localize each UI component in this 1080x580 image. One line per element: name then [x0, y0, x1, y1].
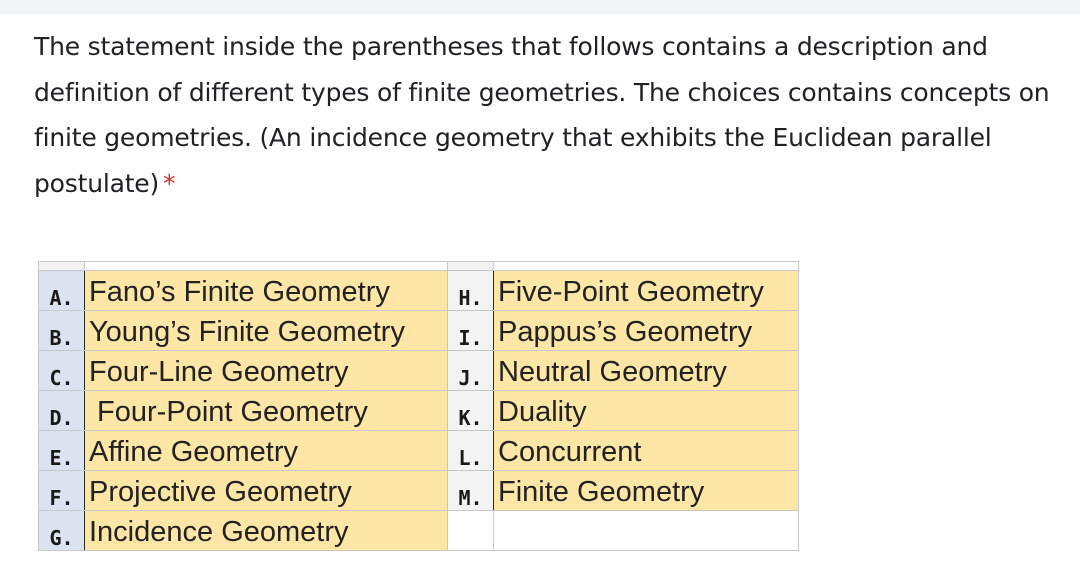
- table-row: [39, 271, 799, 311]
- choice-letter-a: A.: [39, 271, 85, 311]
- choice-f: Projective Geometry: [85, 471, 448, 511]
- choice-letter-j: J.: [448, 351, 494, 391]
- choice-letter-l: L.: [448, 431, 494, 471]
- choice-letter-i: I.: [448, 311, 494, 351]
- choice-h: Five-Point Geometry: [494, 271, 799, 311]
- choice-letter-g: G.: [39, 511, 85, 551]
- top-strip: [0, 0, 1080, 14]
- choice-i: Pappus’s Geometry: [494, 311, 799, 351]
- empty-cell: [494, 511, 799, 551]
- choice-m: Finite Geometry: [494, 471, 799, 511]
- choice-e: Affine Geometry: [85, 431, 448, 471]
- table-row: [39, 431, 799, 471]
- choice-letter-e: E.: [39, 431, 85, 471]
- question-body: The statement inside the parentheses that follows contains a description and definition of different types of finite geometries. The choices contains concepts on finite geometries. (An incidence geometry that exhibits the Euclidean parallel postulate): [34, 32, 1050, 198]
- table-row: [39, 511, 799, 551]
- choice-letter-h: H.: [448, 271, 494, 311]
- choices-table: [38, 261, 799, 551]
- choice-letter-b: B.: [39, 311, 85, 351]
- table-row: [39, 471, 799, 511]
- choice-g: Incidence Geometry: [85, 511, 448, 551]
- choice-d: Four-Point Geometry: [85, 391, 448, 431]
- required-asterisk: *: [163, 168, 176, 198]
- choice-a: Fano’s Finite Geometry: [85, 271, 448, 311]
- question-text: [34, 24, 1074, 206]
- choice-letter-f: F.: [39, 471, 85, 511]
- table-row: [39, 351, 799, 391]
- choice-letter-c: C.: [39, 351, 85, 391]
- table-row: [39, 311, 799, 351]
- table-top-row: [39, 262, 799, 271]
- choice-letter-d: D.: [39, 391, 85, 431]
- choice-letter-k: K.: [448, 391, 494, 431]
- choice-c: Four-Line Geometry: [85, 351, 448, 391]
- choices-image: [38, 261, 799, 551]
- empty-cell: [448, 511, 494, 551]
- choice-j: Neutral Geometry: [494, 351, 799, 391]
- choice-b: Young’s Finite Geometry: [85, 311, 448, 351]
- table-row: [39, 391, 799, 431]
- choice-letter-m: M.: [448, 471, 494, 511]
- choice-l: Concurrent: [494, 431, 799, 471]
- choice-k: Duality: [494, 391, 799, 431]
